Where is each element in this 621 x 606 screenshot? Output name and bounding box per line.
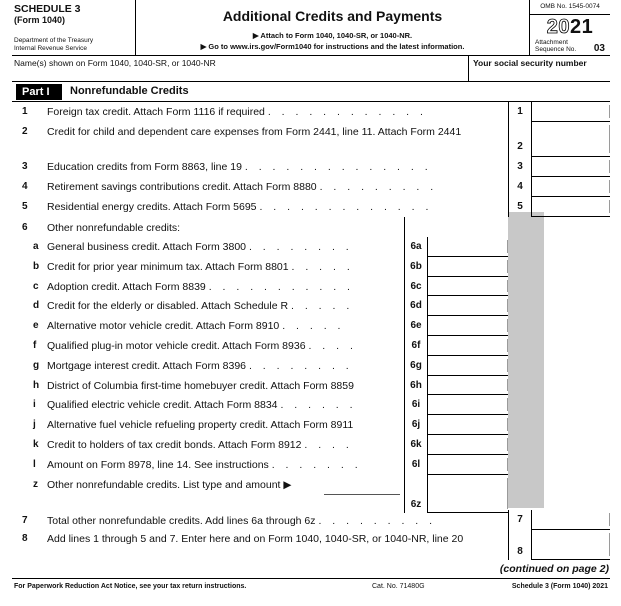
form-title: Additional Credits and Payments [222,8,443,24]
line-text [47,439,353,452]
line-label: Alternative fuel vehicle refueling property credit. Attach Form 8911 [47,419,354,432]
mid-column-rule [404,217,405,237]
line-number: 1 [22,106,28,117]
line-text [47,300,353,313]
line-label: Retirement savings contributions credit. Attach Form 8880 [47,181,317,193]
line-label: Adoption credit. Attach Form 8839 [47,280,206,293]
subline-letter: c [33,280,39,292]
line-4-box-label: 4 [508,177,532,197]
dot-leader: . . . . . [291,260,354,273]
department-line-2: Internal Revenue Service [14,45,87,52]
line-label: Alternative motor vehicle credit. Attach Form 8910 [47,320,280,333]
line-text [47,320,344,333]
line-6h-box-label: 6h [404,376,428,396]
line-1-amount-field[interactable] [532,102,610,122]
line-5-amount-field[interactable] [532,197,610,217]
line-1-box-label: 1 [508,102,532,122]
line-6j-box-label: 6j [404,415,428,435]
ssn-label: Your social security number [473,58,587,68]
line-text [47,399,357,412]
line-label: Qualified electric vehicle credit. Attach Form 8834 [47,399,278,412]
line-6b-amount-field[interactable] [428,257,508,277]
shaded-column [508,212,544,508]
line-6l-box-label: 6l [404,455,428,475]
line-7-amount-field[interactable] [532,510,610,530]
line-6k-amount-field[interactable] [428,435,508,455]
line-text [47,181,437,194]
line-text [47,479,291,492]
line-6b-box-label: 6b [404,257,428,277]
dot-leader: . . . . . . . . . . . . [267,106,427,118]
line-6d-box-label: 6d [404,296,428,316]
line-number: 5 [22,201,28,212]
sequence-label-2: Sequence No. [535,46,577,53]
subline-letter: e [33,320,39,332]
ssn-field[interactable] [468,56,610,82]
line-6a-amount-field[interactable] [428,237,508,257]
line-text [47,201,432,214]
line-6l-amount-field[interactable] [428,455,508,475]
form-footer-id: Schedule 3 (Form 1040) 2021 [511,583,608,590]
tax-year-prefix: 20 [546,16,570,38]
line-6i-box-label: 6i [404,395,428,415]
line-6h-amount-field[interactable] [428,376,508,396]
omb-number: OMB No. 1545-0074 [530,3,610,15]
sequence-label-1: Attachment [535,39,568,46]
line-text [47,161,432,174]
line-label: District of Columbia first-time homebuyer credit. Attach Form 8859 [47,379,354,392]
department-line-1: Department of the Treasury [14,37,94,44]
dot-leader: . . . . . . . . . . . . . [259,201,433,213]
part-title: Nonrefundable Credits [70,85,189,97]
attach-instruction: ▶ Attach to Form 1040, 1040-SR, or 1040-NR. [252,31,413,40]
line-number: 2 [22,126,28,137]
dot-leader: . . . . [304,439,353,451]
line-label: Education credits from Form 8863, line 19 [47,161,242,173]
dot-leader: . . . . . . . [271,458,362,471]
continued-note: (continued on page 2) [499,563,609,575]
subline-letter: g [33,359,40,371]
line-number: 7 [22,515,28,526]
dot-leader: . . . . . . . . [248,359,353,372]
line-6e-box-label: 6e [404,316,428,336]
line-label: Credit for the elderly or disabled. Attach Schedule R [47,300,289,313]
line-text [47,241,353,254]
goto-instruction: ▶ Go to www.irs.gov/Form1040 for instructions and the latest information. [200,42,465,51]
subline-letter: z [33,478,38,490]
line-6e-amount-field[interactable] [428,316,508,336]
subline-letter: f [33,340,37,351]
subline-letter: d [33,300,40,312]
dot-leader: . . . . . . . . . [318,515,437,527]
line-8-box-label: 8 [508,530,532,560]
line-text [47,106,427,119]
line-6z-box-label: 6z [404,475,428,513]
line-4-amount-field[interactable] [532,177,610,197]
line-number: 4 [22,181,28,192]
sequence-number: 03 [593,43,605,54]
form-reference: (Form 1040) [14,15,66,25]
line-text: Add lines 1 through 5 and 7. Enter here and on Form 1040, 1040-SR, or 1040-NR, line 20 [47,533,464,545]
line-number: 6 [22,222,28,233]
catalog-number: Cat. No. 71480G [372,583,425,590]
line-label: Credit for prior year minimum tax. Attach Form 8801 [47,260,289,273]
line-label: Other nonrefundable credits. List type and amount ▶ [47,478,292,491]
line-8-amount-field[interactable] [532,530,610,560]
part-tag: Part I [16,84,62,100]
dot-leader: . . . . . . [280,399,357,412]
line-6j-amount-field[interactable] [428,415,508,435]
omb-block [530,0,610,56]
line-3-box-label: 3 [508,157,532,177]
line-label: Amount on Form 8978, line 14. See instructions [47,458,269,471]
line-text [47,380,354,393]
line-label: Foreign tax credit. Attach Form 1116 if required [47,106,265,118]
line-text [47,459,362,472]
line-6z-amount-field[interactable] [428,475,508,513]
dot-leader: . . . . . [282,320,345,333]
part-header [12,82,610,102]
other-credits-type-field[interactable] [324,494,400,495]
title-block [136,0,530,56]
dot-leader: . . . . . [290,300,354,313]
line-text [47,515,436,528]
line-text [47,360,353,373]
subline-letter: j [33,419,36,431]
line-label: Total other nonrefundable credits. Add lines 6a through 6z [47,515,316,527]
name-label: Name(s) shown on Form 1040, 1040-SR, or 1040-NR [14,58,216,68]
line-6f-box-label: 6f [404,336,428,356]
line-text [47,419,353,432]
subline-letter: a [33,241,39,252]
tax-year [530,16,610,39]
line-text [47,261,354,274]
dot-leader: . . . . . . . . . . . [208,280,354,293]
dot-leader: . . . . . . . . [248,241,353,253]
subline-letter: k [33,439,39,450]
form-header [12,0,610,56]
line-label: Residential energy credits. Attach Form 5695 [47,201,257,213]
line-label: Credit to holders of tax credit bonds. Attach Form 8912 [47,439,302,451]
line-label: Mortgage interest credit. Attach Form 8396 [47,359,247,372]
department-label [14,37,93,53]
line-2-box-label: 2 [508,122,532,157]
line-6k-box-label: 6k [404,435,428,455]
name-row [12,56,610,82]
line-7-box-label: 7 [508,510,532,530]
dot-leader: . . . . [308,340,357,352]
subline-letter: l [33,458,36,470]
schedule-title: SCHEDULE 3 [14,3,81,15]
line-text: Credit for child and dependent care expenses from Form 2441, line 11. Attach Form 2441 [47,126,462,138]
paperwork-notice: For Paperwork Reduction Act Notice, see your tax return instructions. [14,583,247,590]
line-6a-box-label: 6a [404,237,428,257]
line-6g-box-label: 6g [404,356,428,376]
tax-year-suffix: 21 [570,16,594,38]
line-2-amount-field[interactable] [532,122,610,157]
line-label: Qualified plug-in motor vehicle credit. Attach Form 8936 [47,340,306,352]
form-id-block [12,0,136,56]
line-3-amount-field[interactable] [532,157,610,177]
line-text: Other nonrefundable credits: [47,222,181,234]
line-number: 3 [22,161,28,172]
line-text [47,281,354,294]
line-text [47,340,357,353]
subline-letter: b [33,260,40,272]
dot-leader: . . . . . . . . . . . . . . [244,161,432,173]
sequence-label [535,39,576,53]
line-6i-amount-field[interactable] [428,395,508,415]
line-number: 8 [22,533,28,544]
line-label: General business credit. Attach Form 3800 [47,241,247,253]
dot-leader: . . . . . . . . . [319,181,438,193]
line-6g-amount-field[interactable] [428,356,508,376]
form-footer [12,578,610,596]
line-6c-amount-field[interactable] [428,277,508,297]
line-6f-amount-field[interactable] [428,336,508,356]
line-6d-amount-field[interactable] [428,296,508,316]
subline-letter: h [33,379,40,391]
subline-letter: i [33,399,36,411]
line-5-box-label: 5 [508,197,532,217]
line-6c-box-label: 6c [404,277,428,297]
